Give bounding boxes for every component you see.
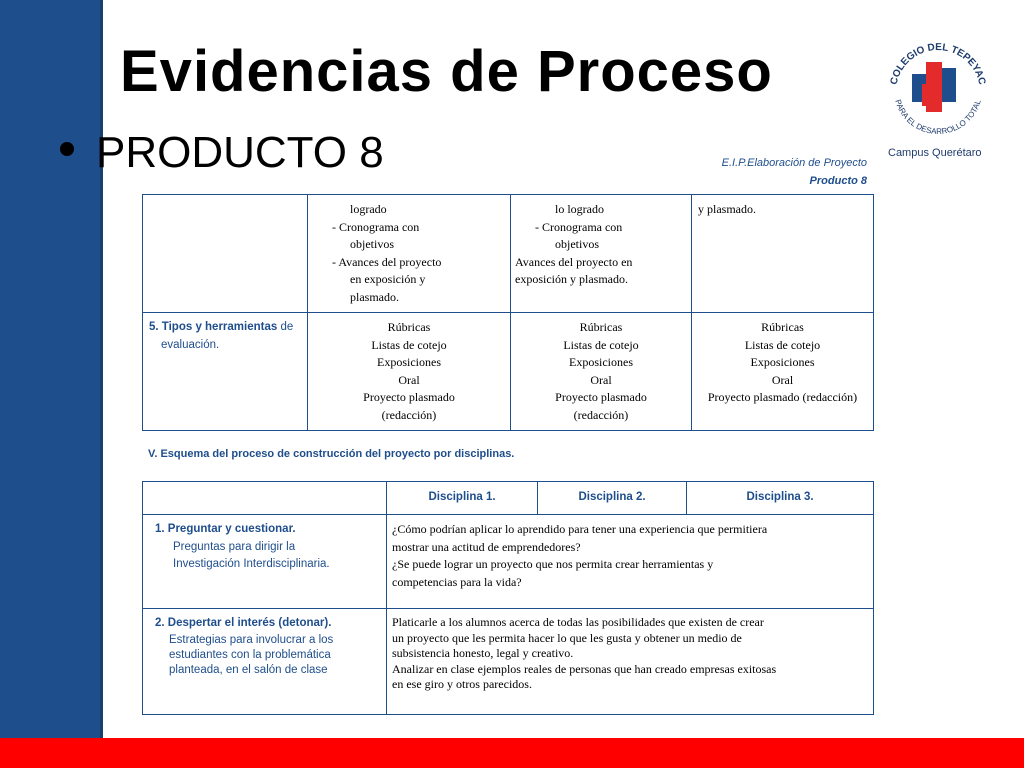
doc-header-line2: Producto 8: [809, 175, 867, 187]
table-row: [143, 609, 874, 715]
table-header-empty: [143, 482, 387, 515]
bullet-text: PRODUCTO 8: [96, 128, 384, 177]
cell-line: Rúbricas: [579, 320, 623, 334]
cell-line: subsistencia honesto, legal y creativo.: [392, 646, 574, 660]
cell-line: objetivos: [350, 237, 394, 251]
row-label-line: Preguntas para dirigir la: [173, 540, 296, 553]
cell-line: Oral: [771, 372, 794, 387]
row-label: 2. Despertar el interés (detonar).: [155, 617, 332, 629]
table-cell: [308, 313, 511, 431]
row-label-line: planteada, en el salón de clase: [169, 663, 328, 676]
bottom-red-band: [0, 738, 1024, 768]
logo-block-red-small: [922, 84, 930, 106]
cell-line: (redacción): [381, 407, 437, 422]
table-cell-label: [143, 313, 308, 431]
logo-arc-bottom: PARA EL DESARROLLO TOTAL: [893, 98, 983, 137]
row-label-line: Estrategias para involucrar a los: [169, 633, 334, 646]
cell-line: mostrar una actitud de emprendedores?: [392, 539, 581, 554]
table-row: [143, 313, 874, 431]
cell-line: Listas de cotejo: [563, 337, 639, 352]
cell-line: ¿Se puede lograr un proyecto que nos permita crear herramientas y: [392, 557, 714, 571]
cell-line: Listas de cotejo: [371, 337, 447, 352]
table-header: Disciplina 1.: [387, 482, 538, 515]
cell-line: - Cronograma con: [535, 219, 623, 234]
row-label-line2: evaluación.: [161, 338, 220, 351]
cell-line: Analizar en clase ejemplos reales de personas que han creado empresas exitosas: [392, 661, 777, 676]
disciplines-table: [142, 481, 874, 715]
cell-line: Platicarle a los alumnos acerca de todas las posibilidades que existen de crear: [392, 615, 764, 629]
table-cell: [511, 313, 692, 431]
cell-line: Listas de cotejo: [744, 337, 821, 352]
cell-line: - Avances del proyecto: [332, 254, 442, 269]
row-label-line: Investigación Interdisciplinaria.: [173, 558, 330, 570]
evaluation-table: [142, 194, 874, 431]
cell-line: Proyecto plasmado: [555, 390, 647, 404]
bullet-item: [60, 128, 384, 178]
table-row: [143, 515, 874, 609]
cell-line: Oral: [398, 372, 420, 387]
table-cell-content: [387, 515, 874, 609]
cell-line: Avances del proyecto en: [515, 254, 633, 269]
cell-line: plasmado.: [350, 289, 399, 304]
campus-label: Campus Querétaro: [888, 147, 982, 159]
cell-line: competencias para la vida?: [392, 574, 522, 589]
table-cell: [511, 195, 692, 313]
doc-header-line1: E.I.P.Elaboración de Proyecto: [721, 157, 867, 169]
cell-line: en ese giro y otros parecidos.: [392, 677, 532, 691]
cell-line: Proyecto plasmado (redacción): [707, 390, 858, 404]
table-header: Disciplina 3.: [687, 482, 874, 515]
table-cell: [308, 195, 511, 313]
cell-line: Rúbricas: [761, 320, 804, 334]
logo-arc-top: COLEGIO DEL TEPEYAC: [888, 41, 988, 86]
left-sidebar-band: [0, 0, 100, 738]
table-cell-content: [387, 609, 874, 715]
school-logo: [882, 32, 994, 144]
table-cell-label: [143, 515, 387, 609]
cell-line: Oral: [590, 372, 612, 387]
cell-line: en exposición y: [350, 272, 426, 286]
table-cell: [692, 195, 874, 313]
row-label: 1. Preguntar y cuestionar.: [155, 523, 296, 535]
cell-line: objetivos: [555, 237, 599, 251]
table-row: [143, 195, 874, 313]
cell-line: (redacción): [573, 407, 629, 422]
cell-line: Exposiciones: [377, 355, 441, 369]
table-cell-label: [143, 609, 387, 715]
slide-title: Evidencias de Proceso: [120, 39, 773, 104]
cell-line: exposición y plasmado.: [515, 272, 628, 286]
cell-line: un proyecto que les permita hacer lo que les gusta y obtener un medio de: [392, 630, 742, 645]
table-header: Disciplina 2.: [538, 482, 687, 515]
cell-line: ¿Cómo podrían aplicar lo aprendido para tener una experiencia que permitiera: [392, 522, 768, 536]
cell-line: Rúbricas: [387, 320, 431, 334]
bullet-dot-icon: [60, 142, 74, 156]
table-cell-empty: [143, 195, 308, 313]
table-cell: [692, 313, 874, 431]
cell-line: Exposiciones: [569, 355, 633, 369]
table-header-row: [143, 482, 874, 515]
cell-line: - Cronograma con: [332, 219, 420, 234]
row-label-line: estudiantes con la problemática: [169, 648, 331, 661]
section-title: V. Esquema del proceso de construcción del proyecto por disciplinas.: [148, 448, 515, 460]
left-sidebar-edge: [100, 0, 103, 738]
cell-line: y plasmado.: [698, 202, 756, 216]
cell-line: logrado: [350, 202, 387, 216]
row-label: 5. Tipos y herramientas de: [149, 321, 294, 333]
cell-line: Proyecto plasmado: [363, 390, 455, 404]
cell-line: lo logrado: [555, 202, 604, 216]
cell-line: Exposiciones: [750, 355, 815, 369]
